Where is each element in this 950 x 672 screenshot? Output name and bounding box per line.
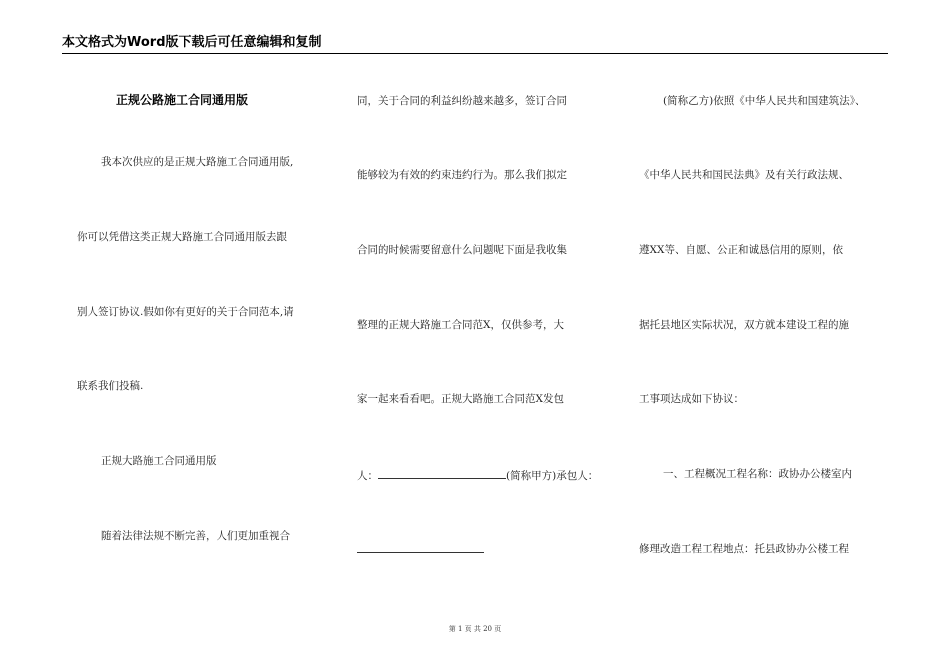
col3-line-5: 工事项达成如下协议： [639, 393, 744, 405]
col2-line-3: 合同的时候需要留意什么问题呢下面是我收集 [357, 244, 567, 256]
col2-line-4: 整理的正规大路施工合同范X，仅供参考，大 [357, 319, 564, 331]
col1-line-5: 正规大路施工合同通用版 [101, 455, 217, 467]
col2-line-2: 能够较为有效的约束违约行为。那么我们拟定 [357, 169, 567, 181]
col1-line-3: 别人签订协议.假如你有更好的关于合同范本,请 [77, 306, 294, 318]
col1-line-6: 随着法律法规不断完善，人们更加重视合 [101, 530, 290, 542]
col2-line-6 [357, 467, 598, 483]
page-number: 第 1 页 共 20 页 [448, 625, 502, 633]
document-title: 正规公路施工合同通用版 [116, 93, 249, 107]
header-divider [62, 53, 888, 54]
col1-line-4: 联系我们投稿. [77, 380, 144, 392]
col1-line-2: 你可以凭借这类正规大路施工合同通用版去跟 [77, 231, 287, 243]
col2-line-5: 家一起来看看吧。正规大路施工合同范X发包 [357, 393, 564, 405]
col2-line-1: 同，关于合同的利益纠纷越来越多，签订合同 [357, 95, 567, 107]
col3-line-4: 据托县地区实际状况，双方就本建设工程的施 [639, 319, 849, 331]
party-a-suffix: (简称甲方)承包人： [506, 470, 599, 482]
col3-line-3: 遵XX等、自愿、公正和诚恳信用的原则，依 [639, 244, 843, 256]
col3-line-6: 一、工程概况工程名称：政协办公楼室内 [663, 468, 852, 480]
col3-line-2: 《中华人民共和国民法典》及有关行政法规、 [639, 169, 849, 181]
col1-line-1: 我本次供应的是正规大路施工合同通用版, [101, 156, 294, 168]
col3-line-1: (简称乙方)依照《中华人民共和国建筑法》、 [663, 95, 866, 107]
party-a-blank [378, 467, 506, 479]
document-header: 本文格式为Word版下载后可任意编辑和复制 [62, 35, 322, 50]
party-a-label: 人： [357, 470, 378, 482]
col3-line-7: 修理改造工程工程地点：托县政协办公楼工程 [639, 543, 849, 555]
party-b-blank [357, 552, 484, 553]
